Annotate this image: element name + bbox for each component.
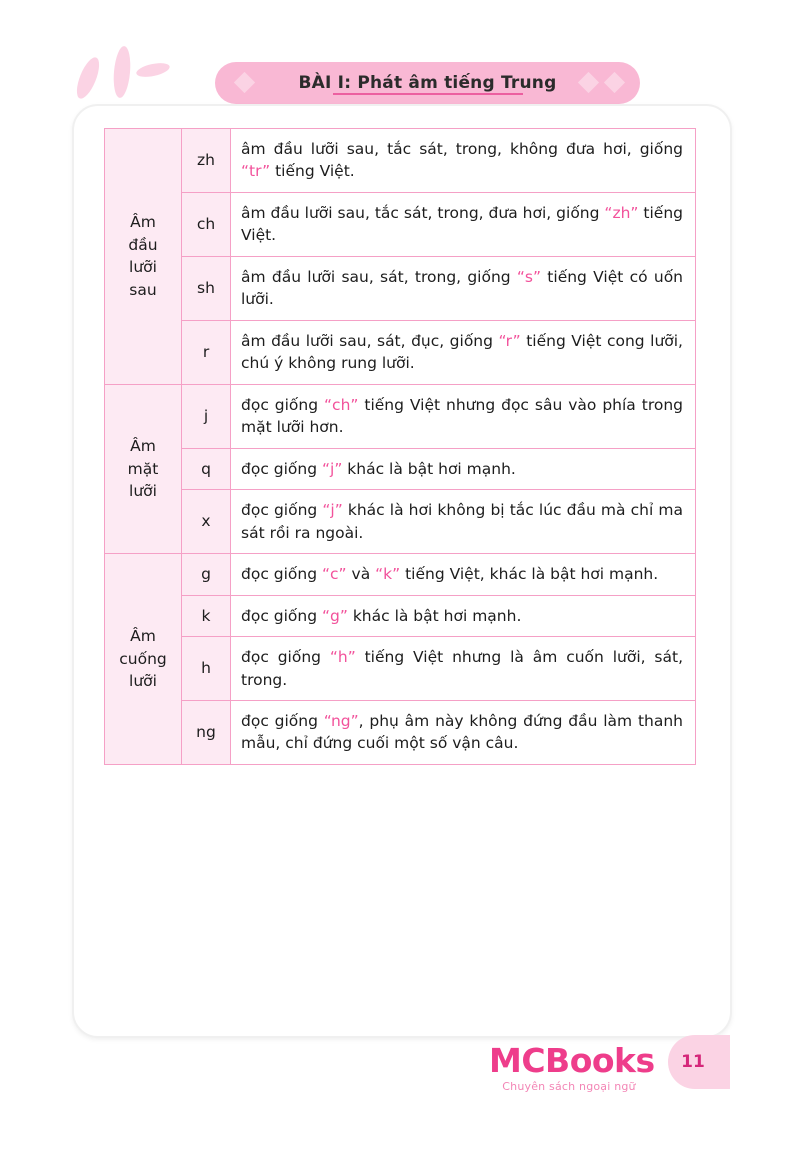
description-cell <box>231 192 696 256</box>
table-row <box>105 320 696 384</box>
description-text: tiếng Việt nhưng là âm cuốn lưỡi, sát, trong. <box>241 648 683 689</box>
highlighted-term: “j” <box>322 501 343 520</box>
highlighted-term: “r” <box>498 331 521 350</box>
highlighted-term: “c” <box>322 565 347 584</box>
group-label-cell <box>105 384 182 553</box>
description-text: tiếng Việt có uốn lưỡi. <box>241 267 684 309</box>
description-cell <box>231 129 696 193</box>
table-row <box>105 129 696 193</box>
highlighted-term: “ch” <box>324 395 359 414</box>
table-row <box>105 595 696 636</box>
symbol-cell: g <box>182 554 231 595</box>
group-label-cell <box>105 129 182 385</box>
highlighted-term: “ng” <box>323 711 359 730</box>
description-cell <box>231 700 696 764</box>
description-cell <box>231 595 696 636</box>
description-cell <box>231 490 696 554</box>
description-text: âm đầu lưỡi sau, sát, đục, giống <box>241 331 499 350</box>
table-row <box>105 490 696 554</box>
description-text: đọc giống <box>241 648 330 667</box>
publisher-logo <box>489 1041 655 1093</box>
description-cell <box>231 256 696 320</box>
bunny-ear-icon <box>74 42 184 102</box>
symbol-cell: zh <box>182 129 231 193</box>
page-title: BÀI I: Phát âm tiếng Trung <box>298 73 557 93</box>
description-text: tiếng Việt. <box>270 162 355 181</box>
table-row <box>105 637 696 701</box>
description-text: đọc giống <box>241 459 322 478</box>
group-label-line: mặt <box>127 459 159 478</box>
description-text: tiếng Việt nhưng đọc sâu vào phía trong mặt lưỡi hơn. <box>241 395 683 437</box>
group-label-line: Âm <box>130 627 156 646</box>
highlighted-term: “s” <box>516 267 542 286</box>
table-row <box>105 554 696 595</box>
table-row <box>105 192 696 256</box>
highlighted-term: “zh” <box>604 203 639 222</box>
description-text: khác là bật hơi mạnh. <box>342 459 516 478</box>
description-cell <box>231 554 696 595</box>
table-row <box>105 384 696 448</box>
description-cell <box>231 384 696 448</box>
description-cell <box>231 320 696 384</box>
group-label-line: cuống <box>119 649 167 668</box>
description-text: đọc giống <box>241 606 322 625</box>
title-underline <box>333 93 523 95</box>
description-text: đọc giống <box>241 501 323 520</box>
group-label-line: Âm <box>130 213 156 232</box>
description-cell <box>231 637 696 701</box>
symbol-cell: j <box>182 384 231 448</box>
chapter-header-band <box>215 62 640 104</box>
highlighted-term: “k” <box>375 565 401 584</box>
description-text: âm đầu lưỡi sau, sát, trong, giống <box>241 267 517 286</box>
table-row <box>105 448 696 489</box>
pronunciation-table <box>104 128 696 765</box>
highlighted-term: “g” <box>322 606 348 625</box>
description-text: , phụ âm này không đứng đầu làm thanh mẫu, chỉ đứng cuối một số vận câu. <box>241 711 683 753</box>
description-text: khác là hơi không bị tắc lúc đầu mà chỉ ma sát rồi ra ngoài. <box>241 501 683 542</box>
symbol-cell: ng <box>182 700 231 764</box>
description-text: khác là bật hơi mạnh. <box>347 606 522 625</box>
table-row <box>105 700 696 764</box>
highlighted-term: “j” <box>322 459 343 478</box>
group-label-line: đầu <box>128 235 158 254</box>
publisher-logo-tagline: Chuyên sách ngoại ngữ <box>502 1080 636 1093</box>
description-text: đọc giống <box>241 395 325 414</box>
description-text: tiếng Việt cong lưỡi, chú ý không rung lưỡi. <box>241 331 683 373</box>
symbol-cell: k <box>182 595 231 636</box>
group-label-line: lưỡi <box>129 258 157 277</box>
symbol-cell: h <box>182 637 231 701</box>
bunny-ear-icon-middle <box>112 45 132 98</box>
group-label-line: Âm <box>130 437 156 456</box>
publisher-logo-name: MCBooks <box>489 1041 655 1080</box>
group-label-line: lưỡi <box>129 672 157 691</box>
highlighted-term: “tr” <box>241 162 271 181</box>
description-text: và <box>346 565 376 584</box>
highlighted-term: “h” <box>329 648 356 667</box>
symbol-cell: q <box>182 448 231 489</box>
description-text: âm đầu lưỡi sau, tắc sát, trong, không đưa hơi, giống <box>241 140 683 158</box>
description-cell <box>231 448 696 489</box>
description-text: tiếng Việt, khác là bật hơi mạnh. <box>400 565 659 584</box>
bunny-ear-icon-right <box>135 61 171 80</box>
symbol-cell: r <box>182 320 231 384</box>
symbol-cell: sh <box>182 256 231 320</box>
bunny-ear-icon-left <box>72 55 103 102</box>
table-row <box>105 256 696 320</box>
symbol-cell: ch <box>182 192 231 256</box>
group-label-cell <box>105 554 182 765</box>
description-text: đọc giống <box>241 711 324 730</box>
page-number: 11 <box>681 1052 705 1072</box>
group-label-line: sau <box>129 280 157 299</box>
description-text: đọc giống <box>241 565 322 584</box>
description-text: âm đầu lưỡi sau, tắc sát, trong, đưa hơi, giống <box>241 203 605 222</box>
group-label-line: lưỡi <box>129 482 157 501</box>
description-text: tiếng Việt. <box>241 203 683 245</box>
symbol-cell: x <box>182 490 231 554</box>
